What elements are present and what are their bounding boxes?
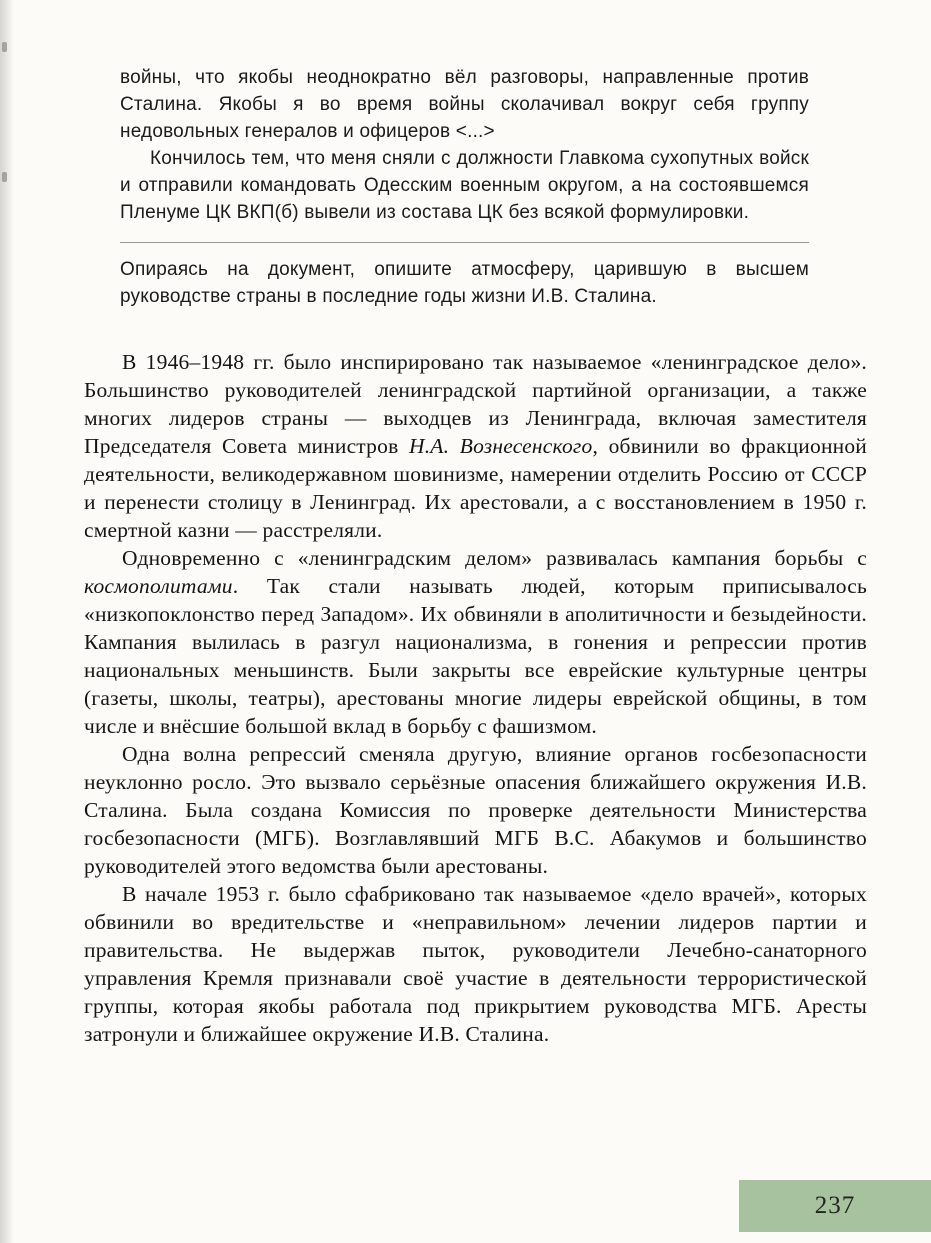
page-content <box>0 64 931 1048</box>
text-run: Одна волна репрессий сменяла другую, влияние органов госбезопасности неуклонно росло. Это вызвало серьёзные опасения ближайшего окружения И.В. Сталина. Была создана Комиссия по проверке деятельности Министерства госбезопасности (МГБ). Возглавлявший МГБ В.С. Абакумов и большинство руководителей этого ведомства были арестованы. <box>84 742 867 878</box>
text-run: В 1946–1948 гг. было инспирировано так называемое «ленинградское дело». Большинство руководителей ленинградской партийной организации, а также многих лидеров страны — выходцев из Ленинграда, включая заместителя Председателя Совета министров <box>84 350 867 458</box>
quote-paragraph: войны, что якобы неоднократно вёл разговоры, направленные против Сталина. Якобы я во время войны сколачивал вокруг себя группу недовольных генералов и офицеров <...> <box>120 67 809 142</box>
page-number: 237 <box>814 1192 856 1219</box>
body-paragraph <box>84 348 867 544</box>
document-quote <box>120 64 809 226</box>
text-run: . Так стали называть людей, которым приписывалось «низкопоклонство перед Западом». Их обвиняли в аполитичности и безыдейности. Кампания вылилась в разгул национализма, в гонения и репрессии против национальных меньшинств. Были закрыты все еврейские культурные центры (газеты, школы, театры), арестованы многие лидеры еврейской общины, в том числе и внёсшие большой вклад в борьбу с фашизмом. <box>84 574 867 738</box>
text-run: Одновременно с «ленинградским делом» развивалась кампания борьбы с <box>122 546 867 570</box>
body-paragraph <box>84 880 867 1048</box>
body-paragraph <box>84 544 867 740</box>
section-divider <box>120 242 809 243</box>
text-run: , обвинили во фракционной деятельности, великодержавном шовинизме, намерении отделить Россию от СССР и перенести столицу в Ленинград. Их арестовали, а с восстановлением в 1950 г. смертной казни — расстреляли. <box>84 434 868 542</box>
page-number-box <box>739 1180 931 1232</box>
main-body-text <box>84 348 867 1048</box>
task-block <box>120 256 809 310</box>
text-run-italic: Н.А. Вознесенского <box>409 434 593 458</box>
text-run: В начале 1953 г. было сфабриковано так называемое «дело врачей», которых обвинили во вредительстве и «неправильном» лечении лидеров партии и правительства. Не выдержав пыток, руководители Лечебно-санаторного управления Кремля признавали своё участие в деятельности террористической группы, которая якобы работала под прикрытием руководства МГБ. Аресты затронули и ближайшее окружение И.В. Сталина. <box>84 882 867 1046</box>
quote-paragraph: Кончилось тем, что меня сняли с должности Главкома сухопутных войск и отправили командовать Одесским военным округом, а на состоявшемся Пленуме ЦК ВКП(б) вывели из состава ЦК без всякой формулировки. <box>120 148 809 223</box>
body-paragraph <box>84 740 867 880</box>
text-run-italic: космополитами <box>84 574 233 598</box>
scan-artifact <box>2 42 7 52</box>
task-paragraph: Опираясь на документ, опишите атмосферу, царившую в высшем руководстве страны в последние годы жизни И.В. Сталина. <box>120 259 809 307</box>
